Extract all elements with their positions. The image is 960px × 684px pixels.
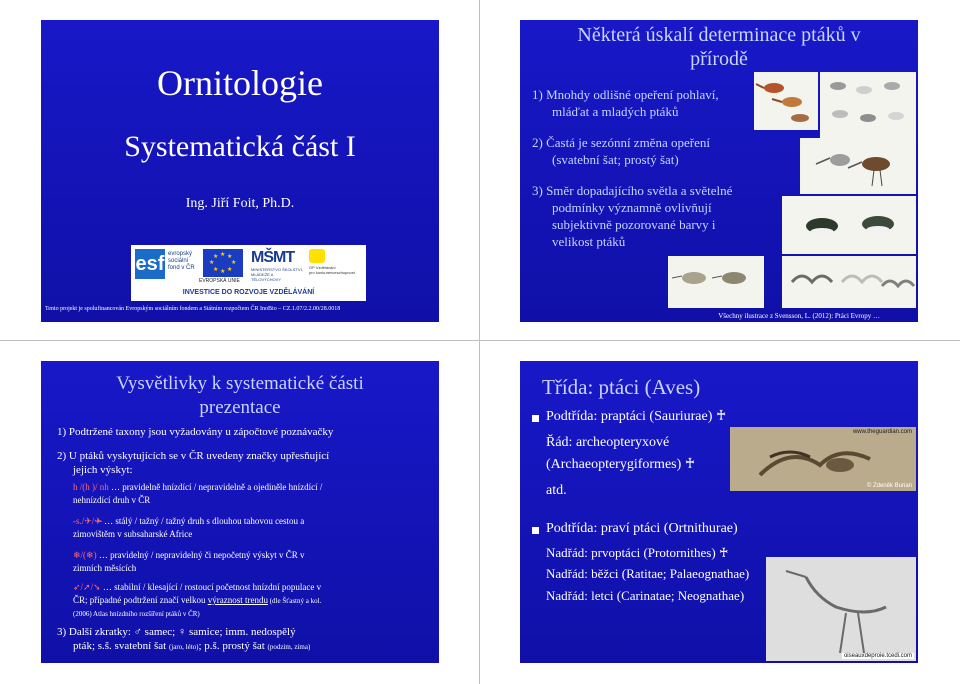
- image-source-guardian: www.theguardian.com: [852, 429, 912, 435]
- item3-line4: velikost ptáků: [552, 234, 626, 249]
- divider-horizontal: [0, 340, 960, 341]
- winter-symbols: ❄/(❄): [73, 550, 97, 560]
- slide-subtitle: Systematická část I: [124, 130, 356, 163]
- sandpiper-illustration: [668, 256, 764, 308]
- slide-determination: [520, 20, 918, 322]
- migration-text-line2: zimovištěm v subsaharské Africe: [73, 529, 193, 539]
- subclass-sauriurae: Podtřída: praptáci (Sauriurae) ♰: [546, 409, 727, 424]
- winter-text-line2: zimních měsících: [73, 563, 137, 573]
- legend-migration: [73, 515, 304, 541]
- flying-bird-icon: [782, 256, 916, 308]
- msmt-logo: [251, 249, 303, 283]
- legend-item-3-line2a: pták; s.š. svatební šat: [73, 640, 169, 652]
- funding-footer: Tento projekt je spolufinancován Evropským sociálním fondem a Státním rozpočtem ČR InoBio – CZ.1.07/2.2.00/28.0018: [45, 306, 341, 312]
- nesting-text-line2: nehnízdící druh v ČR: [73, 495, 151, 505]
- order-archaeopterygiformes-latin: (Archaeopterygiformes) ♰: [546, 457, 696, 472]
- heron-skeleton-illustration: [766, 557, 916, 661]
- list-item: [532, 134, 710, 168]
- archaeopteryx-illustration: [730, 427, 916, 491]
- legend-item-3-line2c: ; p.š. prostý šat: [198, 640, 268, 652]
- item2-line1: 2) Častá je sezónní změna opeření: [532, 135, 710, 150]
- msmt-text-1: MINISTERSTVO ŠKOLSTVÍ,: [251, 267, 303, 272]
- trend-text-line2b: výraznost trendu: [207, 595, 268, 605]
- msmt-text-2: MLÁDEŽE A TĚLOVÝCHOVY: [251, 272, 282, 282]
- godwit-illustration: [800, 138, 916, 194]
- legend-item-2: [57, 449, 329, 477]
- list-item: [532, 182, 732, 250]
- funding-logo-bar: [131, 245, 366, 301]
- trend-text: … stabilní / klesající / rostoucí početnost hnízdní populace v: [100, 582, 322, 592]
- divider-vertical: [479, 0, 480, 684]
- legend-item-2-line2: jejich výskyt:: [73, 464, 133, 476]
- item3-line3: subjektivně pozorované barvy i: [552, 217, 716, 232]
- migration-text: … stálý / tažný / tažný druh s dlouhou tahovou cestou a: [101, 516, 305, 526]
- trend-text-line2a: ČR; případné podtržení značí velkou: [73, 595, 208, 605]
- slide2-title: [520, 23, 918, 71]
- pheasant-illustration: [754, 72, 818, 130]
- legend-item-3-line2b: (jaro, léto): [168, 643, 199, 651]
- lapwing-icon: [782, 196, 916, 254]
- legend-winter: [73, 549, 305, 575]
- item1-line2: mláďat a mladých ptáků: [552, 104, 679, 119]
- slide3-title: [41, 372, 439, 420]
- superorder-protornithes: Nadřád: prvoptáci (Protornithes) ♰: [546, 545, 729, 560]
- item1-line1: 1) Mnohdy odlišné opeření pohlaví,: [532, 87, 719, 102]
- esf-text-3: fond v ČR: [168, 265, 195, 271]
- slide4-title: Třída: ptáci (Aves): [542, 375, 701, 399]
- esf-text-2: sociální: [168, 258, 189, 264]
- trend-text-line3: (2006) Atlas hnízdního rozšíření ptáků v ČR): [73, 610, 200, 618]
- slide-title: [41, 20, 439, 322]
- esf-logo: [135, 249, 199, 287]
- op-logo: [309, 249, 361, 283]
- etc-label: atd.: [546, 483, 567, 498]
- superorder-ratitae: Nadřád: běžci (Ratitae; Palaeognathae): [546, 566, 750, 581]
- godwit-icon: [800, 138, 916, 194]
- lapwing-illustration: [782, 196, 916, 254]
- pheasant-icon: [754, 72, 818, 130]
- flying-birds-illustration: [782, 256, 916, 308]
- image-source-oiseaux: oiseauxdeproie.tcedi.com: [843, 653, 912, 659]
- legend-trend: [73, 581, 321, 621]
- legend-nesting: [73, 481, 322, 507]
- nesting-text: … pravidelně hnízdící / nepravidelně a ojediněle hnízdící /: [108, 482, 323, 492]
- slide3-title-line1: Vysvětlivky k systematické části: [116, 373, 364, 394]
- heron-skeleton-icon: [766, 557, 916, 661]
- legend-item-3-line2d: (podzim, zima): [267, 643, 311, 651]
- migration-symbols: -s./✈/✈̶: [73, 516, 102, 526]
- slide2-title-line2: přírodě: [690, 48, 748, 70]
- esf-logo-mark: esf: [135, 249, 165, 279]
- sandpiper-icon: [668, 256, 764, 308]
- author-name: Ing. Jiří Foit, Ph.D.: [185, 196, 295, 211]
- slide-aves: [520, 361, 918, 663]
- legend-item-3: [57, 625, 310, 654]
- slide2-title-line1: Některá úskalí determinace ptáků v: [577, 24, 861, 46]
- op-text-2: pro konkurenceschopnost: [309, 270, 355, 275]
- gull-icon: [820, 72, 916, 142]
- item2-line2: (svatební šat; prostý šat): [552, 152, 679, 167]
- gulls-illustration: [820, 72, 916, 142]
- bullet-icon: [532, 415, 539, 422]
- esf-logo-text: [168, 251, 195, 272]
- invest-tagline: INVESTICE DO ROZVOJE VZDĚLÁVÁNÍ: [182, 289, 315, 296]
- trend-symbols: ➶/➚/➘: [73, 582, 101, 592]
- slide3-title-line2: prezentace: [199, 397, 281, 418]
- legend-item-1: 1) Podtržené taxony jsou vyžadovány u zápočtové poznávačky: [57, 426, 334, 438]
- trend-text-line2c: (dle Šťastný a kol.: [267, 597, 322, 605]
- item3-line2: podmínky významně ovlivňují: [552, 200, 712, 215]
- eu-flag-icon: ★ ★ ★ ★ ★ ★ ★ ★: [203, 249, 243, 277]
- image-credit-burian: © Zdeněk Burian: [866, 483, 912, 489]
- order-archaeopterygiformes: Řád: archeopteryxové: [546, 435, 670, 450]
- illustration-credit: Všechny ilustrace z Svensson, L. (2012): Ptáci Evropy …: [718, 312, 880, 320]
- op-logo-icon: [309, 249, 325, 263]
- subclass-ornithurae: Podtřída: praví ptáci (Ortnithurae): [546, 521, 738, 536]
- eu-logo-text: EVROPSKÁ UNIE: [199, 278, 240, 284]
- winter-text: … pravidelný / nepravidelný či nepočetný výskyt v ČR v: [96, 550, 305, 560]
- archaeopteryx-icon: [730, 427, 916, 491]
- legend-item-2-line1: 2) U ptáků vyskytujících se v ČR uvedeny značky upřesňující: [57, 450, 330, 462]
- bullet-icon: [532, 527, 539, 534]
- nesting-symbols: h /(h )/ nh: [73, 482, 109, 492]
- item3-line1: 3) Směr dopadajícího světla a světelné: [532, 183, 733, 198]
- msmt-logo-mark: MŠMT: [251, 249, 295, 266]
- legend-item-3-line1: 3) Další zkratky: ♂ samec; ♀ samice; imm. nedospělý: [57, 626, 296, 638]
- superorder-carinatae: Nadřád: letci (Carinatae; Neognathae): [546, 588, 745, 603]
- op-text-1: OP Vzdělávání: [309, 265, 336, 270]
- slide-title-heading: Ornitologie: [157, 63, 323, 103]
- esf-text-1: evropský: [168, 251, 193, 257]
- slide-legend: [41, 361, 439, 663]
- list-item: [532, 86, 719, 120]
